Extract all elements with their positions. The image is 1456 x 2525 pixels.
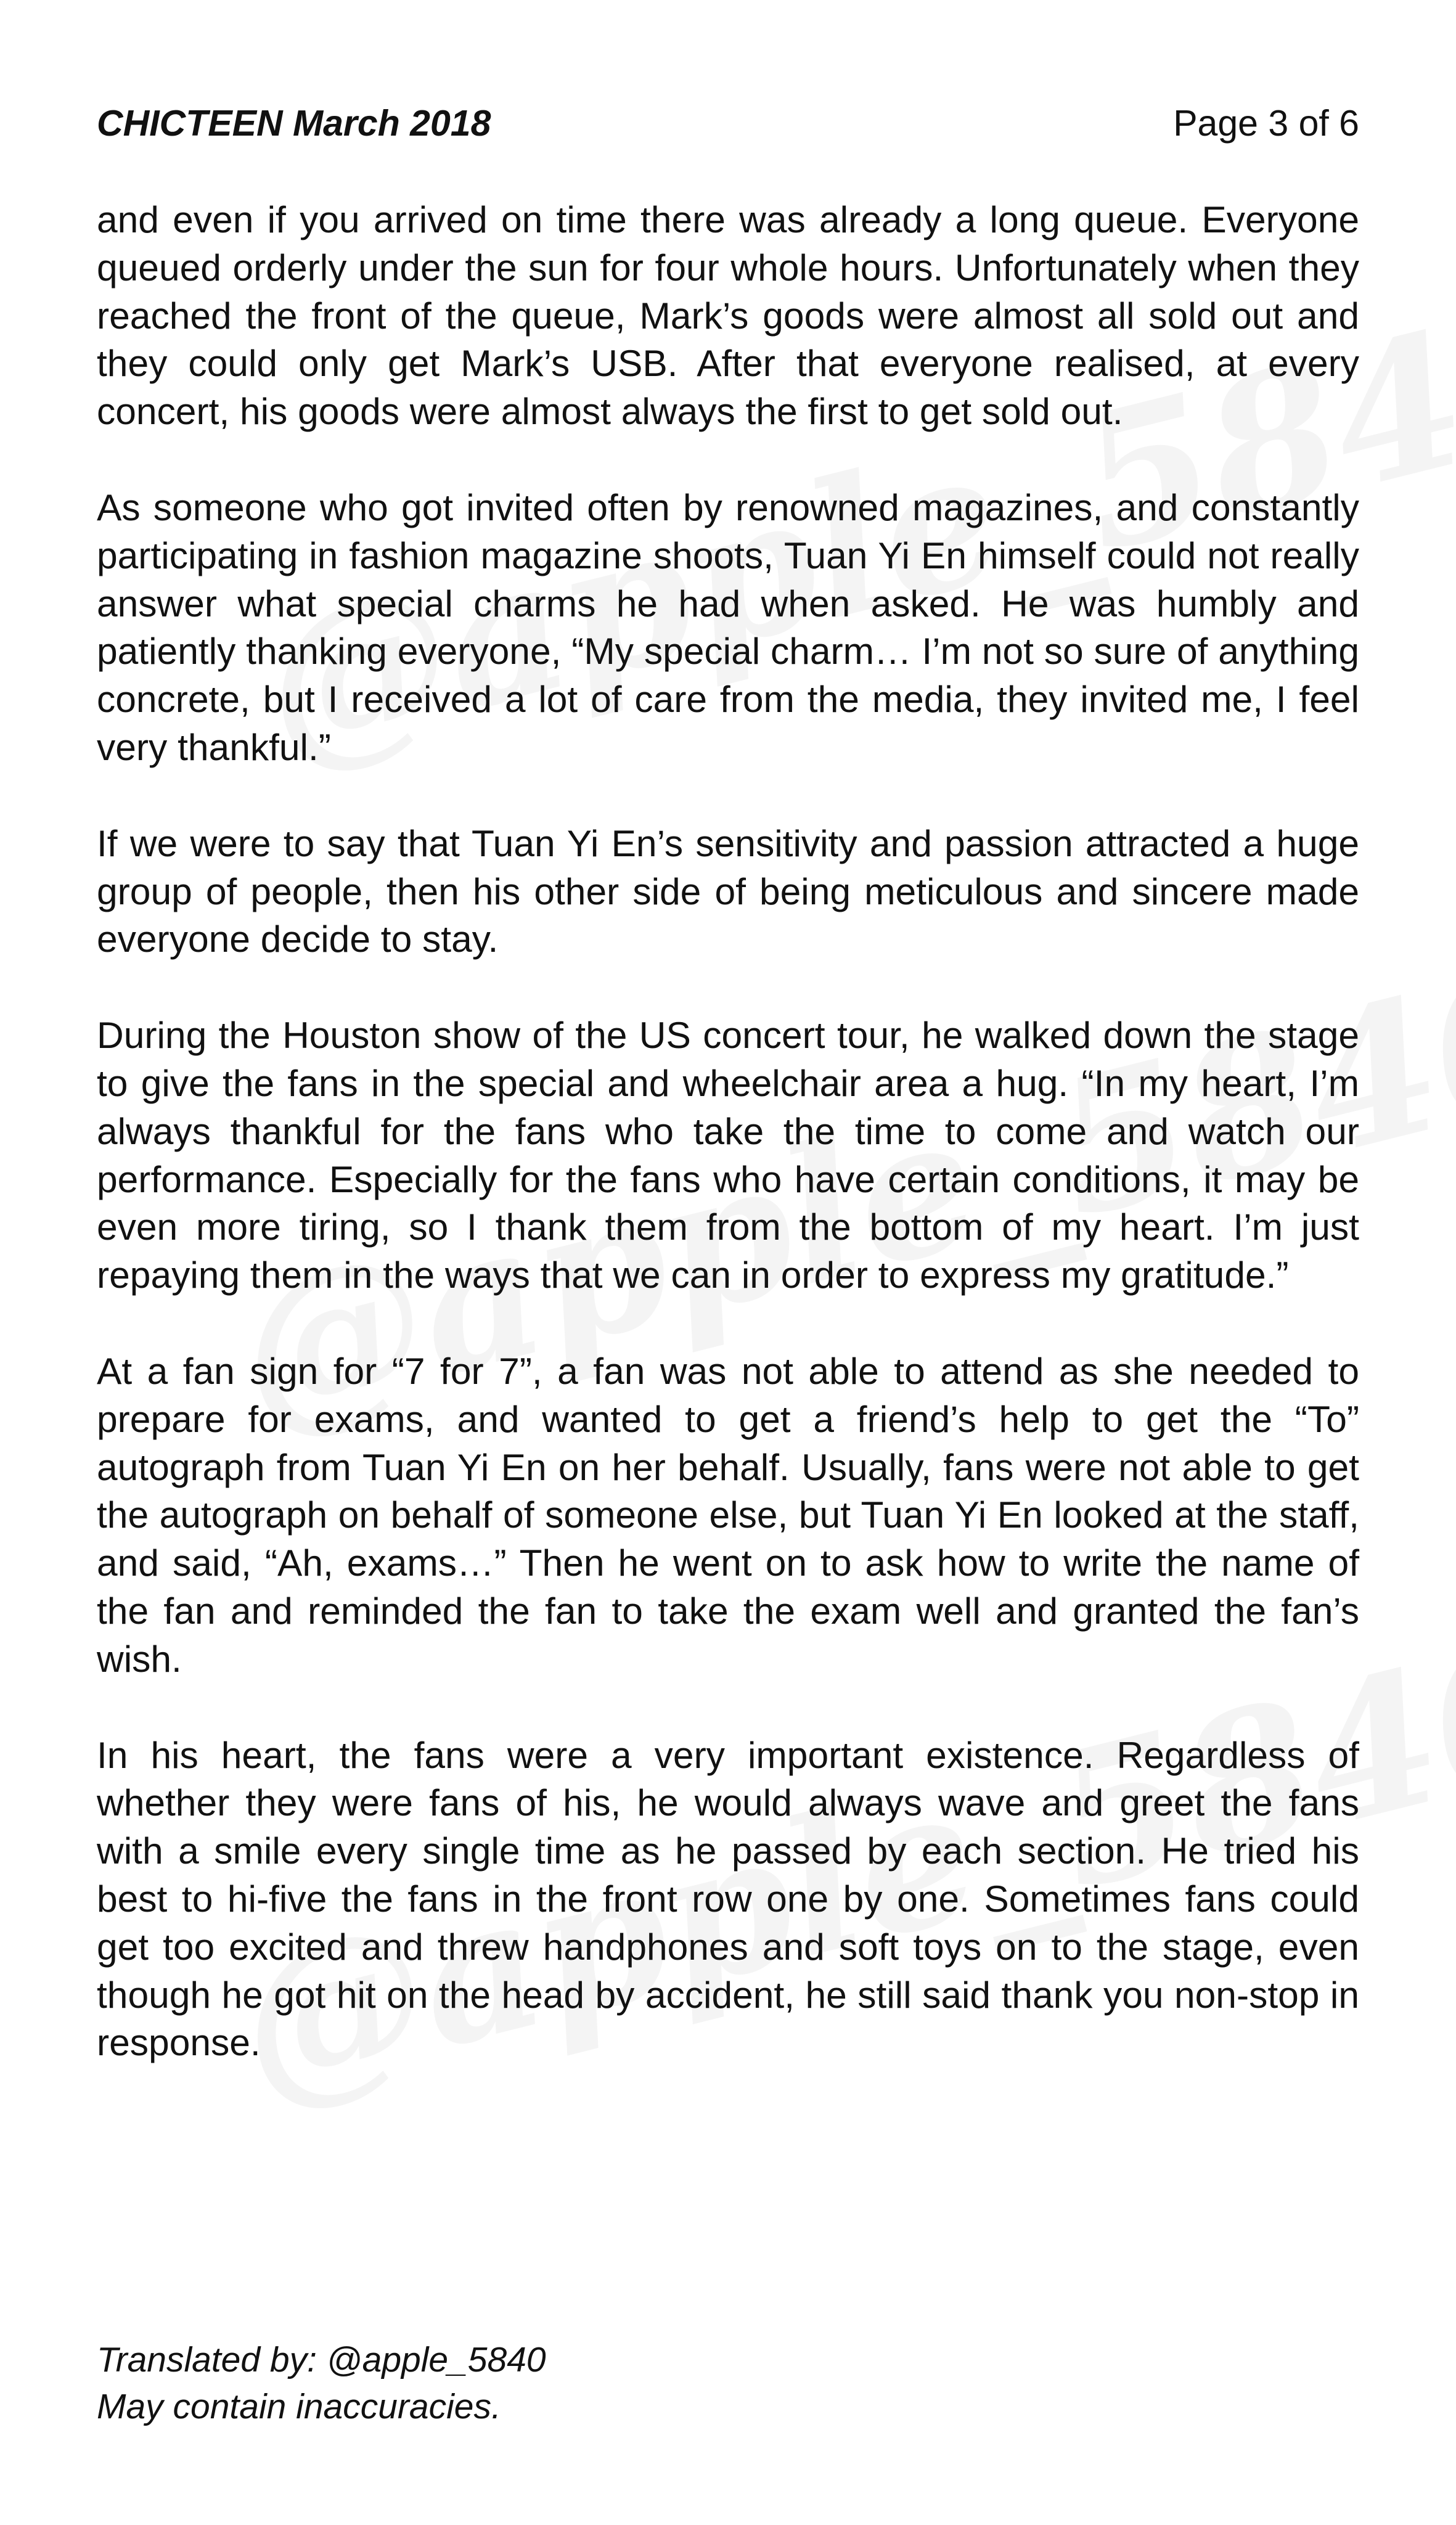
paragraph: At a fan sign for “7 for 7”, a fan was not able to attend as she needed to prepare for exams, and wanted to get a friend’s help to get the “To” autograph from Tuan Yi En on her behalf. Usually, fans were not able to get the autograph on behalf of someone else, but Tuan Yi En looked at the staff, and said, “Ah, exams…” Then he went on to ask how to write the name of the fan and reminded the fan to take the exam well and granted the fan’s wish. <box>97 1349 1359 1680</box>
page-header <box>97 92 1359 154</box>
article-body <box>97 196 1359 2115</box>
page-footer <box>97 2336 1021 2430</box>
publication-title: CHICTEEN March 2018 <box>97 103 491 144</box>
paragraph: As someone who got invited often by renowned magazines, and constantly participating in fashion magazine shoots, Tuan Yi En himself could not really answer what special charms he had when asked. He was humbly and patiently thanking everyone, “My special charm… I’m not so sure of anything concrete, but I received a lot of care from the media, they invited me, I feel very thankful.” <box>97 486 1359 768</box>
page-number: Page 3 of 6 <box>1173 103 1359 144</box>
translator-credit: Translated by: @apple_5840 <box>97 2340 546 2380</box>
disclaimer: May contain inaccuracies. <box>97 2387 501 2426</box>
paragraph: If we were to say that Tuan Yi En’s sensitivity and passion attracted a huge group of people, then his other side of being meticulous and sincere made everyone decide to stay. <box>97 822 1359 960</box>
paragraph: In his heart, the fans were a very important existence. Regardless of whether they were fans of his, he would always wave and greet the fans with a smile every single time as he passed by each section. He tried his best to hi-five the fans in the front row one by one. Sometimes fans could get too excited and threw handphones and soft toys on to the stage, even though he got hit on the head by accident, he still said thank you non-stop in response. <box>97 1733 1359 2064</box>
paragraph: During the Houston show of the US concert tour, he walked down the stage to give the fans in the special and wheelchair area a hug. “In my heart, I’m always thankful for the fans who take the time to come and watch our performance. Especially for the fans who have certain conditions, it may be even more tiring, so I thank them from the bottom of my heart. I’m just repaying them in the ways that we can in order to express my gratitude.” <box>97 1014 1359 1296</box>
paragraph: and even if you arrived on time there was already a long queue. Everyone queued orderly under the sun for four whole hours. Unfortunately when they reached the front of the queue, Mark’s goods were almost all sold out and they could only get Mark’s USB. After that everyone realised, at every concert, his goods were almost always the first to get sold out. <box>97 198 1359 433</box>
